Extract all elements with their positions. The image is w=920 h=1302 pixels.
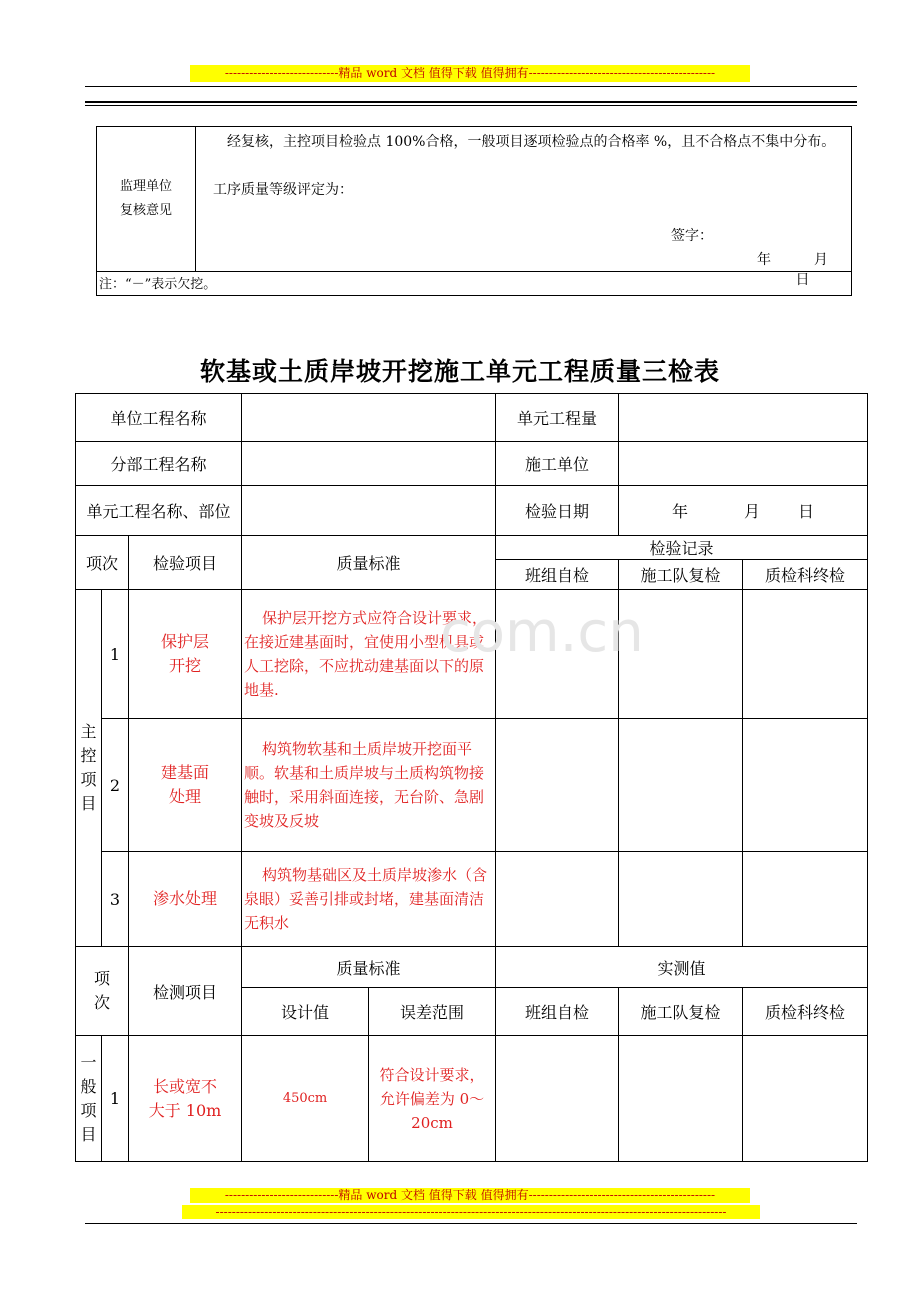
qc-final-check-cell[interactable] xyxy=(743,852,868,947)
label-char: 控 xyxy=(80,746,97,765)
inspection-date-value[interactable] xyxy=(619,486,868,536)
supervision-label: 监理单位 xyxy=(119,179,172,194)
main-control-label xyxy=(76,590,102,947)
month-label: 月 xyxy=(813,252,828,268)
table-row xyxy=(76,590,868,719)
inspection-record-header: 检验记录 xyxy=(496,536,868,560)
header-rule-thin xyxy=(85,105,857,106)
inspection-item xyxy=(129,852,242,947)
label-char: 项 xyxy=(80,770,97,789)
test-item-header: 检测项目 xyxy=(129,947,242,1036)
table-row xyxy=(76,719,868,852)
info-row xyxy=(76,442,868,486)
tolerance-line: 符合设计要求， xyxy=(379,1065,485,1084)
tolerance-value xyxy=(369,1036,496,1162)
year-label: 年 xyxy=(757,252,771,268)
supervision-label-cell xyxy=(97,127,196,271)
quality-standard-header: 质量标准 xyxy=(242,947,496,988)
row-number: 2 xyxy=(102,719,129,852)
crew-recheck-cell[interactable] xyxy=(619,590,743,719)
signature-label: 签字： xyxy=(671,228,713,244)
design-value: 450cm xyxy=(242,1036,369,1162)
construction-unit-value[interactable] xyxy=(619,442,868,486)
tolerance-header: 误差范围 xyxy=(369,988,496,1036)
header-banner: ----------------------------精品 word 文档 值得下载 值得拥有---------------------------------------------- xyxy=(190,65,750,82)
watermark: com.cn xyxy=(440,600,644,665)
row-number: 3 xyxy=(102,852,129,947)
header-rule xyxy=(85,86,857,87)
item-line: 处理 xyxy=(169,787,202,806)
unit-project-name-label: 单位工程名称 xyxy=(76,394,242,442)
label-char: 主 xyxy=(80,722,97,741)
team-self-check-header: 班组自检 xyxy=(496,988,619,1036)
header-char: 次 xyxy=(93,993,110,1012)
division-project-name-label: 分部工程名称 xyxy=(76,442,242,486)
grade-assessment-line: 工序质量等级评定为： xyxy=(213,182,353,198)
footer-banner: ----------------------------精品 word 文档 值得下载 值得拥有---------------------------------------------- xyxy=(190,1188,750,1203)
item-line: 开挖 xyxy=(169,656,202,675)
day-label: 日 xyxy=(798,502,815,521)
unit-project-name-value[interactable] xyxy=(242,394,496,442)
team-self-check-header: 班组自检 xyxy=(496,560,619,590)
header-rule-double xyxy=(85,101,857,103)
element-name-location-value[interactable] xyxy=(242,486,496,536)
review-paragraph: 经复核，主控项目检验点 100%合格，一般项目逐项检验点的合格率 %，且不合格点不集中分布。 xyxy=(227,134,836,150)
page-title: 软基或土质岸坡开挖施工单元工程质量三检表 xyxy=(199,357,720,386)
crew-recheck-cell[interactable] xyxy=(619,852,743,947)
team-self-check-cell[interactable] xyxy=(496,1036,619,1162)
test-item xyxy=(129,1036,242,1162)
header-char: 项 xyxy=(93,969,110,988)
item-line: 渗水处理 xyxy=(153,889,218,908)
row-number: 1 xyxy=(102,1036,129,1162)
quality-standard xyxy=(242,852,496,947)
quality-standard-header: 质量标准 xyxy=(242,536,496,590)
label-char: 项 xyxy=(80,1100,97,1120)
crew-recheck-cell[interactable] xyxy=(619,719,743,852)
tolerance-line: 允许偏差为 0～ xyxy=(379,1089,485,1108)
label-char: 目 xyxy=(80,794,97,813)
footnote: 注：“－”表示欠挖。 xyxy=(97,271,851,297)
general-header-row xyxy=(76,947,868,988)
standard-text: 保护层开挖方式应符合设计要求，在接近建基面时，宜使用小型机具或人工挖除，不应扰动建基面以下的原地基. xyxy=(244,609,488,699)
year-label: 年 xyxy=(672,502,689,521)
inspection-table xyxy=(75,393,868,1162)
item-line: 保护层 xyxy=(161,632,210,651)
quality-standard xyxy=(242,719,496,852)
division-project-name-value[interactable] xyxy=(242,442,496,486)
general-item-label xyxy=(76,1036,102,1162)
qc-final-check-cell[interactable] xyxy=(743,719,868,852)
standard-text: 构筑物基础区及土质岸坡渗水（含泉眼）妥善引排或封堵，建基面清洁无积水 xyxy=(244,866,488,932)
row-number: 1 xyxy=(102,590,129,719)
crew-recheck-cell[interactable] xyxy=(619,1036,743,1162)
crew-recheck-header: 施工队复检 xyxy=(619,560,743,590)
inspection-item-header: 检验项目 xyxy=(129,536,242,590)
item-line: 大于 10m xyxy=(148,1100,222,1120)
review-opinion-label: 复核意见 xyxy=(119,203,172,218)
footer-dashes: ------------------------------------------------------------------------------------------------------------------------------ xyxy=(182,1205,760,1219)
item-line: 建基面 xyxy=(161,763,210,782)
quality-standard xyxy=(242,590,496,719)
qc-final-check-cell[interactable] xyxy=(743,1036,868,1162)
construction-unit-label: 施工单位 xyxy=(496,442,619,486)
item-line: 长或宽不 xyxy=(153,1076,218,1096)
team-self-check-cell[interactable] xyxy=(496,852,619,947)
footer-rule xyxy=(85,1223,857,1224)
design-value-header: 设计值 xyxy=(242,988,369,1036)
label-char: 一 xyxy=(80,1052,97,1072)
review-content-cell xyxy=(195,127,851,288)
unit-quantity-label: 单元工程量 xyxy=(496,394,619,442)
label-char: 目 xyxy=(80,1124,97,1144)
measured-value-header: 实测值 xyxy=(496,947,868,988)
info-row xyxy=(76,486,868,536)
qc-final-check-header: 质检科终检 xyxy=(743,560,868,590)
qc-final-check-cell[interactable] xyxy=(743,590,868,719)
unit-quantity-value[interactable] xyxy=(619,394,868,442)
item-no-header xyxy=(76,947,129,1036)
qc-final-check-header: 质检科终检 xyxy=(743,988,868,1036)
inspection-date-label: 检验日期 xyxy=(496,486,619,536)
table-row xyxy=(76,852,868,947)
info-row xyxy=(76,394,868,442)
label-char: 般 xyxy=(80,1076,97,1096)
table-row xyxy=(76,1036,868,1162)
team-self-check-cell[interactable] xyxy=(496,719,619,852)
supervision-review-box xyxy=(96,126,852,296)
item-no-header: 项次 xyxy=(76,536,129,590)
standard-text: 构筑物软基和土质岸坡开挖面平顺。软基和土质岸坡与土质构筑物接触时，采用斜面连接，无台阶、急剧变坡及反坡 xyxy=(244,740,485,830)
element-name-location-label: 单元工程名称、部位 xyxy=(76,486,242,536)
month-label: 月 xyxy=(744,502,761,521)
tolerance-line: 20cm xyxy=(411,1113,453,1132)
team-self-check-cell[interactable] xyxy=(496,590,619,719)
inspection-item xyxy=(129,719,242,852)
inspection-item xyxy=(129,590,242,719)
day-label: 日 xyxy=(795,272,810,288)
crew-recheck-header: 施工队复检 xyxy=(619,988,743,1036)
main-header-row xyxy=(76,536,868,560)
